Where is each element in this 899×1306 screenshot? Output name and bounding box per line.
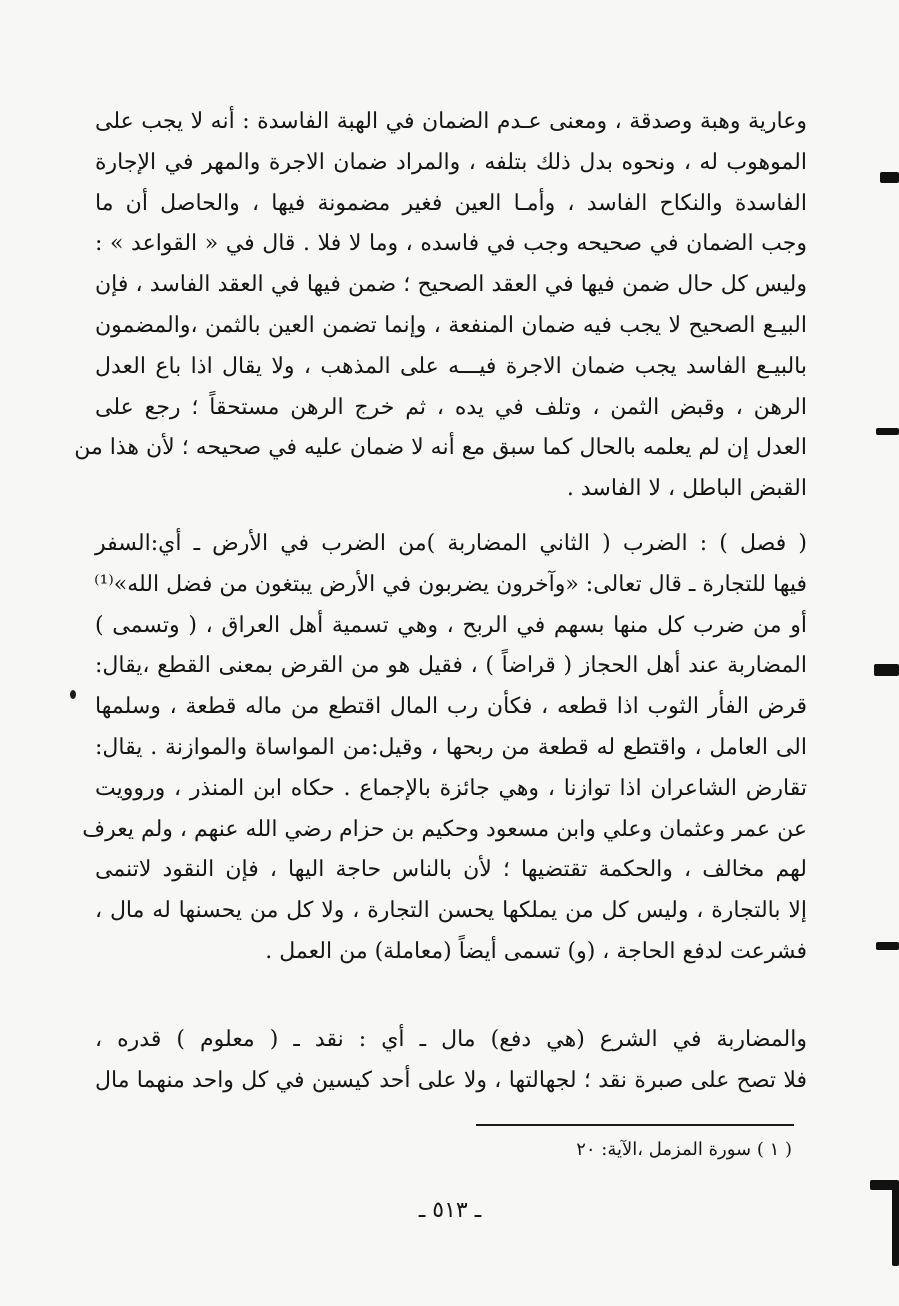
text-line: بالبيـع الفاسد يجب ضمان الاجرة فيـــه على المذهب ، ولا يقال اذا باع العدل: [95, 353, 807, 379]
scan-mark: [876, 428, 899, 435]
scan-dot: [70, 690, 76, 699]
text-line: الى العامل ، واقتطع له قطعة من ربحها ، وقيل:من المواساة والموازنة . يقال:: [95, 734, 807, 760]
scan-mark: [880, 172, 899, 183]
text-line: عن عمر وعثمان وعلي وابن مسعود وحكيم بن حزام رضي الله عنهم ، ولم يعرف: [82, 816, 807, 842]
footnote: ( ١ ) سورة المزمل ،الآية: ٢٠: [576, 1139, 792, 1160]
text-line: فلا تصح على صبرة نقد ؛ لجهالتها ، ولا على أحد كيسين في كل واحد منهما مال: [95, 1067, 807, 1093]
text-line: المضاربة عند أهل الحجاز ( قراضاً ) ، فقيل هو من القرض بمعنى القطع ،يقال:: [95, 653, 807, 679]
page-number: ـ ٥١٣ ـ: [418, 1198, 482, 1223]
text-line: البيـع الصحيح لا يجب فيه ضمان المنفعة ، وإنما تضمن العين بالثمن ،والمضمون: [95, 312, 807, 338]
scan-mark: [892, 1186, 899, 1266]
text-line: وجب الضمان في صحيحه وجب في فاسده ، وما لا فلا . قال في « القواعد » :: [95, 231, 807, 257]
text-line: الفاسدة والنكاح الفاسد ، وأمـا العين فغير مضمونة فيها ، والحاصل أن ما: [95, 190, 807, 216]
scan-mark: [876, 942, 899, 950]
text-line: العدل إن لم يعلمه بالحال كما سبق مع أنه لا ضمان عليه في صحيحه ؛ لأن هذا من: [74, 435, 807, 461]
text-line: تقارض الشاعران اذا توازنا ، وهي جائزة بالإجماع . حكاه ابن المنذر ، وروويت: [95, 775, 807, 801]
text-line: وعارية وهبة وصدقة ، ومعنى عـدم الضمان في الهبة الفاسدة : أنه لا يجب على: [95, 109, 807, 134]
footnote-separator: [476, 1124, 794, 1126]
text-line: وليس كل حال ضمن فيها في العقد الصحيح ؛ ضمن فيها في العقد الفاسد ، فإن: [95, 272, 807, 298]
scan-mark: [874, 664, 899, 676]
text-line: الرهن ، وقبض الثمن ، وتلف في يده ، ثم خرج الرهن مستحقاً ؛ رجع على: [95, 394, 807, 420]
paragraph-continuation: [74, 102, 808, 510]
text-line: والمضاربة في الشرع (هي دفع) مال ـ أي : نقد ـ ( معلوم ) قدره ،: [95, 1027, 807, 1052]
text-line: قرض الفأر الثوب اذا قطعه ، فكأن رب المال اقتطع من ماله قطعة ، وسلمها: [95, 694, 807, 720]
text-line: فيها للتجارة ـ قال تعالى: «وآخرون يضربون في الأرض يبتغون من فضل الله»⁽¹⁾: [94, 571, 807, 597]
paragraph-definition: [95, 1020, 807, 1102]
text-line: فشرعت لدفع الحاجة ، (و) تسمى أيضاً (معاملة) من العمل .: [265, 938, 807, 964]
paragraph-fasl-mudaraba: [82, 524, 807, 973]
text-line: ( فصل ) : الضرب ( الثاني المضاربة )من الضرب في الأرض ـ أي:السفر: [95, 531, 807, 556]
text-line: الموهوب له ، ونحوه بدل ذلك بتلفه ، والمراد ضمان الاجرة والمهر في الإجارة: [95, 149, 808, 175]
text-line: لهم مخالف ، والحكمة تقتضيها ؛ لأن بالناس حاجة اليها ، فإن النقود لاتنمى: [95, 857, 807, 883]
text-line: إلا بالتجارة ، وليس كل من يملكها يحسن التجارة ، ولا كل من يحسنها له مال ،: [95, 898, 807, 924]
text-line: أو من ضرب كل منها بسهم في الربح ، وهي تسمية أهل العراق ، ( وتسمى ): [95, 612, 807, 638]
text-line: القبض الباطل ، لا الفاسد .: [566, 476, 807, 502]
